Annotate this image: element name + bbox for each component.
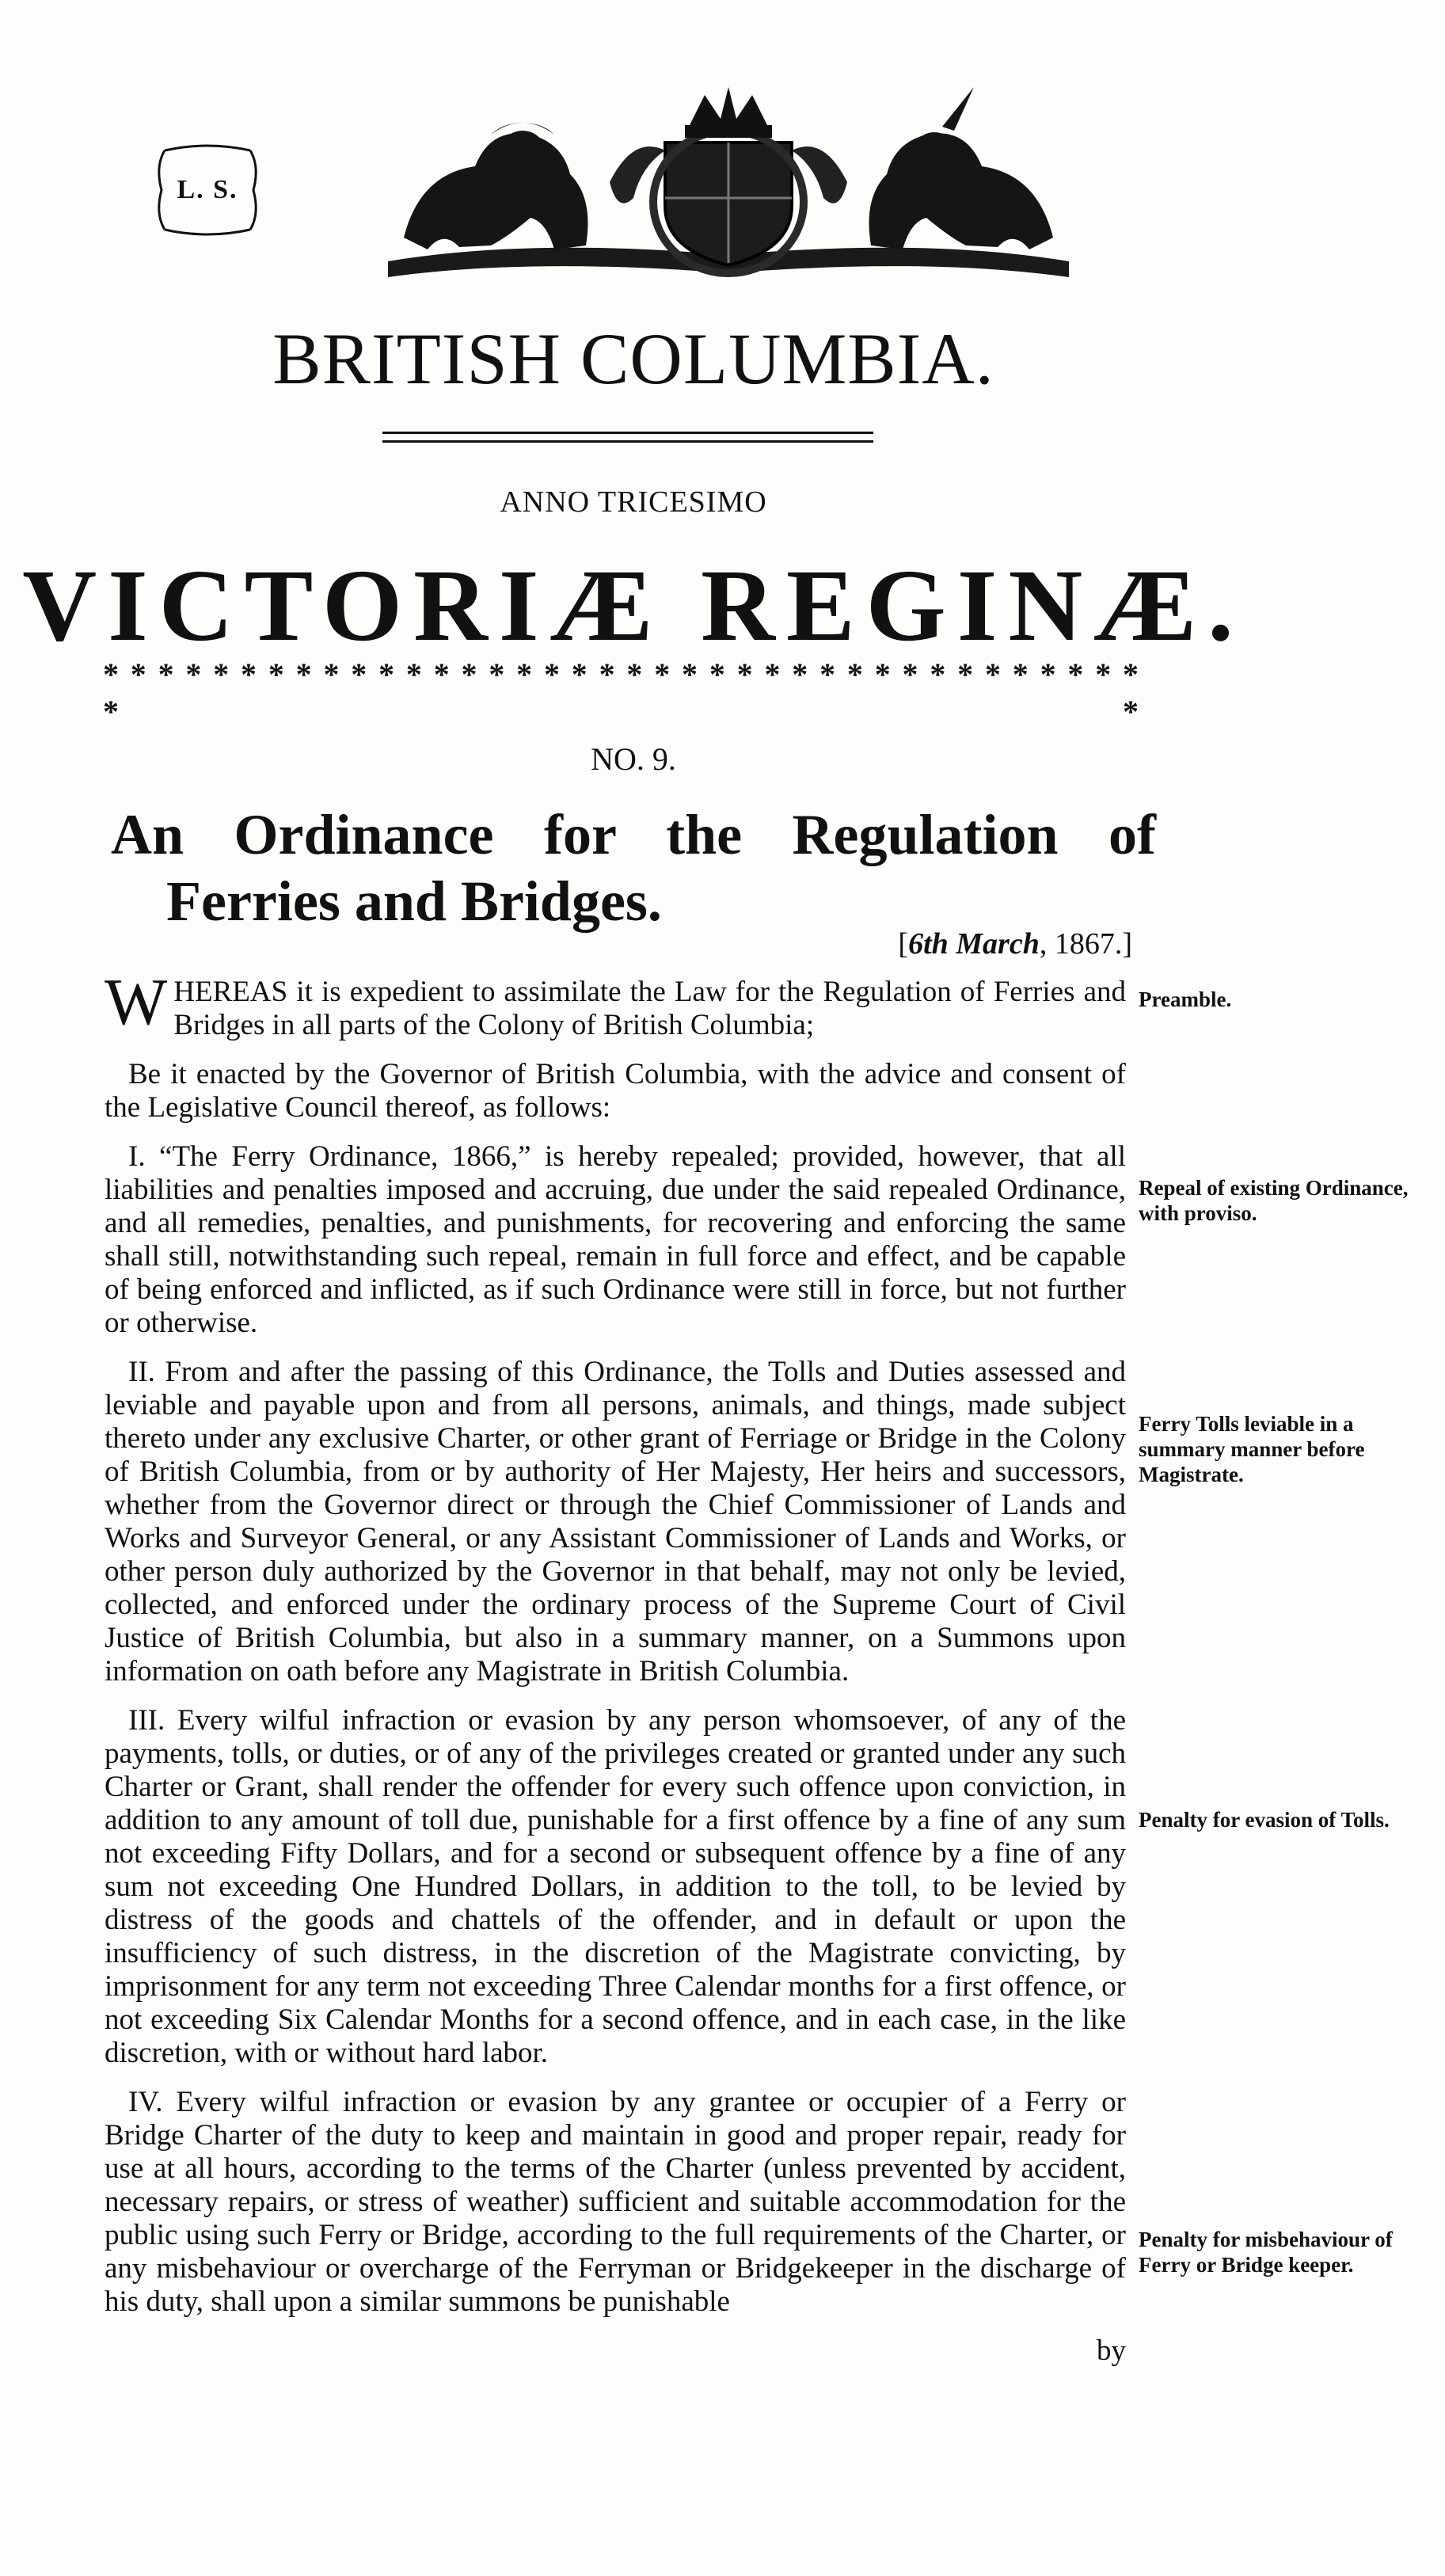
ordinance-title bbox=[111, 801, 1156, 934]
margin-note-section-3: Penalty for evasion of Tolls. bbox=[1139, 1808, 1390, 1832]
regnal-title: VICTORIÆ REGINÆ. bbox=[22, 549, 1245, 663]
section-3: III. Every wilful infraction or evasion by any person whomsoever, of any of the payments, tolls, or duties, or of any of the privileges created or granted under any such Charter or Grant, shall render the offender for every such offence upon conviction, in addition to any amount of toll due, punishable for a first offence by a fine of any sum not exceeding Fifty Dollars, and for a second or subsequent offence by a fine of any sum not exceeding One Hundred Dollars, in addition to the toll, to be levied by distress of the goods and chattels of the offender, and in default or upon the insufficiency of such distress, in the discretion of the Magistrate convicting, by imprisonment for any term not exceeding Three Calendar months for a first offence, or not exceeding Six Calendar Months for a second offence, and in each case, in the like discretion, with or without hard labor. bbox=[105, 1704, 1126, 2069]
catchword: by bbox=[1097, 2334, 1126, 2367]
colony-title: BRITISH COLUMBIA. bbox=[272, 318, 994, 399]
section-4: IV. Every wilful infraction or evasion by any grantee or occupier of a Ferry or Bridge Charter of the duty to keep and maintain in good and proper repair, ready for use at all hours, according to the terms of the Charter (unless prevented by accident, necessary repairs, or stress of weather) sufficient and suitable accommodation for the public using such Ferry or Bridge, according to the full requirements of the Charter, or any misbehaviour or overcharge of the Ferryman or Bridgekeeper in the discharge of his duty, shall upon a similar summons be punishable bbox=[105, 2086, 1126, 2318]
double-rule-top bbox=[382, 432, 873, 434]
date-rest: , 1867.] bbox=[1039, 927, 1132, 961]
drop-cap: W bbox=[105, 965, 168, 1039]
seal-text: L. S. bbox=[177, 175, 238, 204]
preamble-paragraph bbox=[105, 965, 1126, 1042]
section-2: II. From and after the passing of this Ordinance, the Tolls and Duties assessed and leviable and payable upon and from all persons, animals, and things, made subject thereto under any exclusive Charter, or other grant of Ferriage or Bridge in the Colony of British Columbia, from or by authority of Her Majesty, Her heirs and successors, whether from the Governor direct or through the Chief Commissioner of Lands and Works and Surveyor General, or any Assistant Commissioner of Lands and Works, or other person duly authorized by the Governor in that behalf, may not only be levied, collected, and enforced under the ordinary process of the Supreme Court of Civil Justice of British Columbia, but also in a summary manner, on a Summons upon information on oath before any Magistrate in British Columbia. bbox=[105, 1356, 1126, 1688]
date-open: [ bbox=[898, 927, 909, 961]
royal-coat-of-arms-icon bbox=[372, 79, 1085, 285]
ordinance-body bbox=[105, 965, 1126, 2368]
anno-line: ANNO TRICESIMO bbox=[500, 485, 767, 519]
double-rule-bottom bbox=[382, 440, 873, 443]
margin-note-section-1: Repeal of existing Ordinance, with proviso. bbox=[1139, 1176, 1409, 1225]
ordinance-title-line1: An Ordinance for the Regulation of bbox=[111, 803, 1156, 866]
margin-note-section-4: Penalty for misbehaviour of Ferry or Bridge keeper. bbox=[1139, 2228, 1393, 2277]
margin-note-preamble: Preamble. bbox=[1139, 987, 1232, 1011]
preamble-text: HEREAS it is expedient to assimilate the Law for the Regulation of Ferries and Bridges in all parts of the Colony of British Columbia; bbox=[173, 976, 1126, 1041]
section-1: I. “The Ferry Ordinance, 1866,” is hereby repealed; provided, however, that all liabilities and penalties imposed and accruing, due under the said repealed Ordinance, and all remedies, penalties, and punishments, for recovering and enforcing the same shall still, notwithstanding such repeal, remain in full force and effect, and be capable of being enforced and inflicted, as if such Ordinance were still in force, but not further or otherwise. bbox=[105, 1140, 1126, 1339]
date-day: 6th March bbox=[908, 927, 1040, 961]
ordinance-title-line2: Ferries and Bridges. bbox=[166, 869, 662, 933]
enacting-paragraph: Be it enacted by the Governor of British Columbia, with the advice and consent of the Legislative Council thereof, as follows: bbox=[105, 1058, 1126, 1124]
ordinance-number: NO. 9. bbox=[591, 741, 676, 777]
seal-ls bbox=[149, 143, 266, 238]
assent-date bbox=[898, 927, 1132, 961]
margin-note-section-2: Ferry Tolls leviable in a summary manner before Magistrate. bbox=[1139, 1412, 1365, 1486]
asterisk-divider: * * * * * * * * * * * * * * * * * * * * * * * * * * * * * * * * * * * * * * * * bbox=[103, 656, 1140, 729]
